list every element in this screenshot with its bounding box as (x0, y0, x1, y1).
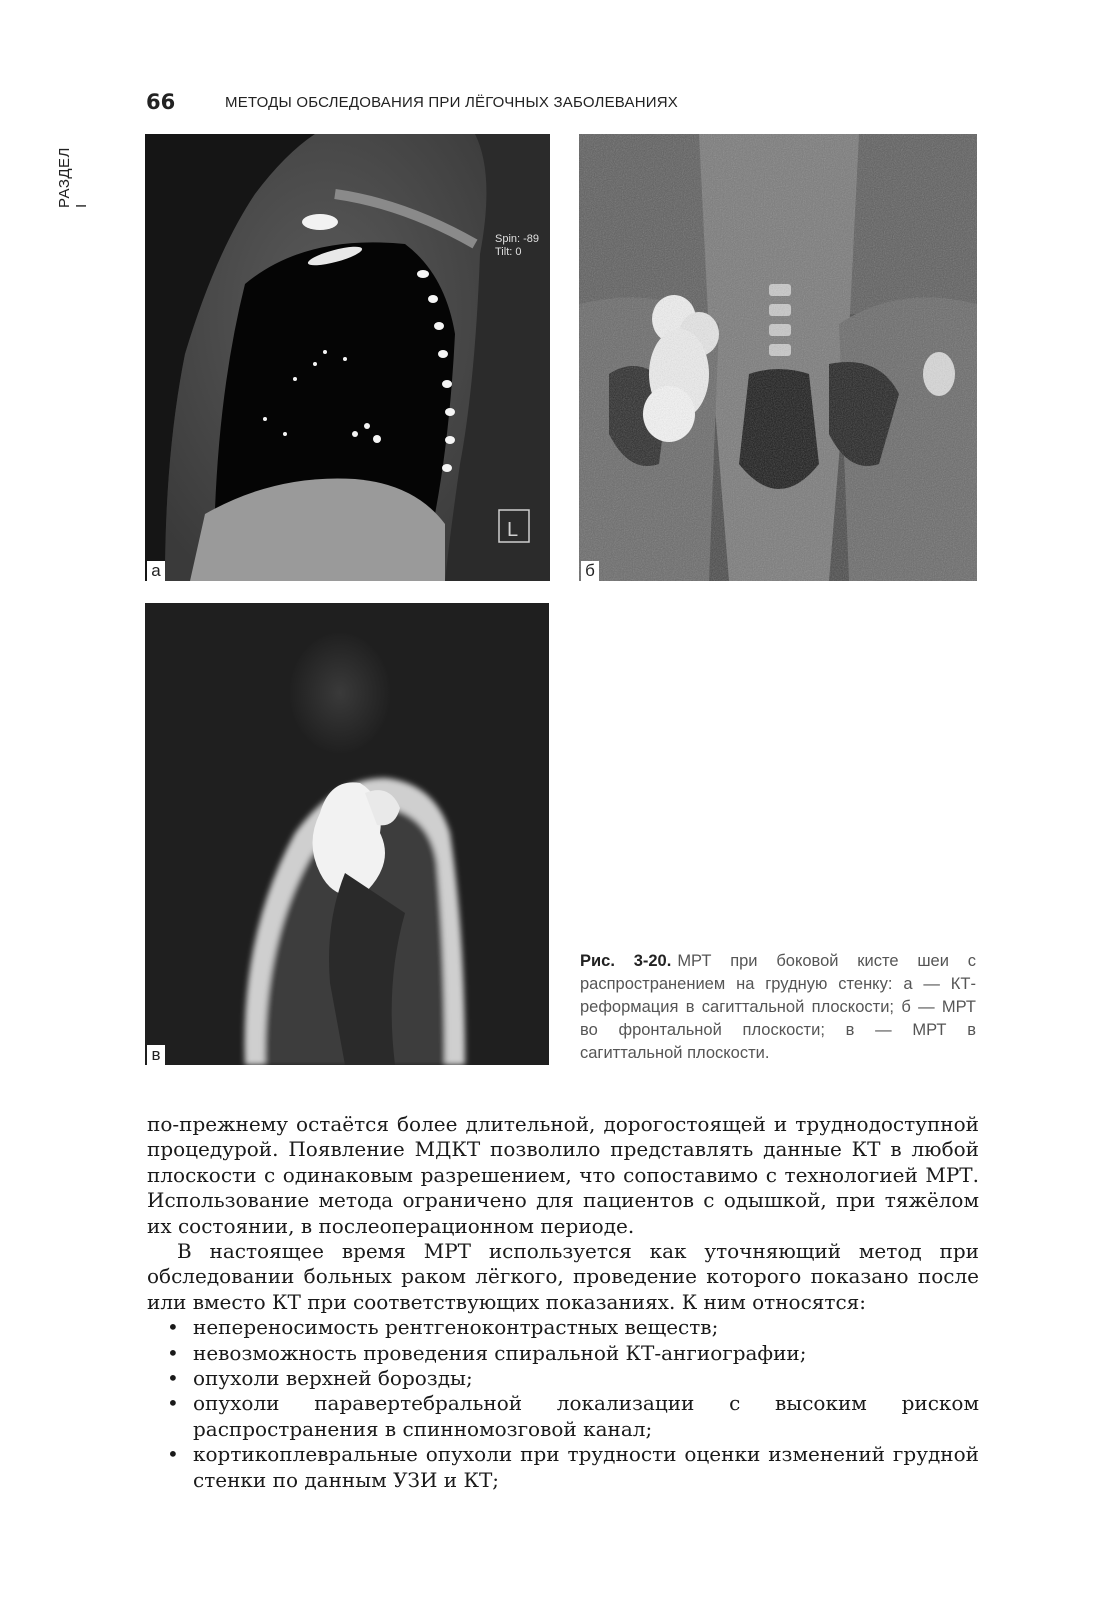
list-item: • опухоли верхней борозды; (147, 1366, 979, 1391)
panel-letter-a: а (147, 561, 165, 581)
list-item: • опухоли паравертебральной локализации с высоким риском распространения в спинномозговой канал; (147, 1391, 979, 1442)
body-paragraph: В настоящее время МРТ используется как уточняющий метод при обследовании больных раком лёгкого, проведение которого показано после или вместо КТ при соответствующих показаниях. К ним относятся: (147, 1239, 979, 1314)
list-item: • невозможность проведения спиральной КТ-ангиографии; (147, 1341, 979, 1366)
body-text (147, 1112, 979, 1493)
running-head: МЕТОДЫ ОБСЛЕДОВАНИЯ ПРИ ЛЁГОЧНЫХ ЗАБОЛЕВАНИЯХ (225, 94, 678, 111)
section-side-label: РАЗДЕЛ I (56, 147, 90, 208)
page-number: 66 (146, 90, 176, 114)
figure-panel-c (145, 603, 549, 1065)
figure-panel-b (579, 134, 977, 581)
mri-sagittal-image (145, 603, 549, 1065)
panel-letter-b: б (581, 561, 599, 581)
mri-frontal-image (579, 134, 977, 581)
body-paragraph: по-прежнему остаётся более длительной, дорогостоящей и труднодоступной процедурой. Появление МДКТ позволило представлять данные КТ в любой плоскости с одинаковым разрешением, что сопоставимо с технологией МРТ. Использование метода ограничено для пациентов с одышкой, при тяжёлом их состоянии, в послеоперационном периоде. (147, 1112, 979, 1238)
figure-caption (580, 950, 976, 1065)
ct-sagittal-image (145, 134, 550, 581)
figure-panel-a (145, 134, 550, 581)
figure-caption-label: Рис. 3-20. (580, 952, 672, 970)
list-item: • кортикоплевральные опухоли при трудности оценки изменений грудной стенки по данным УЗИ и КТ; (147, 1442, 979, 1493)
panel-letter-c: в (147, 1045, 165, 1065)
list-item: • непереносимость рентгеноконтрастных веществ; (147, 1315, 979, 1340)
figure-caption-text: МРТ при боковой кисте шеи с распространением на грудную стенку: а — КТ-реформация в сагиттальной плоскости; б — МРТ во фронтальной плоскости; в — МРТ в сагиттальной плоскости. (580, 952, 976, 1062)
ct-overlay-spin: Spin: -89 (495, 233, 540, 245)
indications-list (147, 1315, 979, 1493)
orientation-marker-letter: L (507, 519, 519, 541)
ct-overlay-tilt: Tilt: 0 (495, 246, 522, 258)
